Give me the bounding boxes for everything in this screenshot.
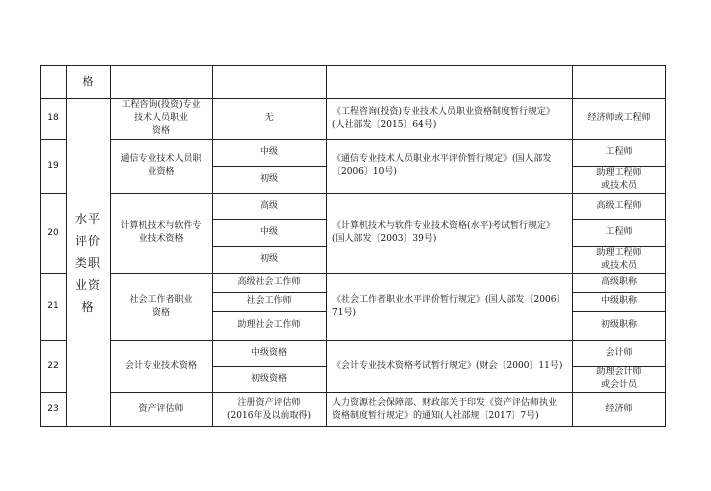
title-cell-line: 会计师 bbox=[605, 347, 633, 358]
basis-document bbox=[326, 392, 572, 427]
level-cell-line: 助理社会工作师 bbox=[237, 320, 301, 330]
qualification-name-line: 会计专业技术资格 bbox=[124, 360, 197, 371]
title-cell bbox=[572, 166, 666, 193]
qualification-name-line: 业资格 bbox=[147, 167, 175, 177]
basis-document-line: (国人部发〔2003〕39号) bbox=[332, 234, 437, 244]
level-cell bbox=[212, 366, 326, 392]
level-cell bbox=[212, 273, 326, 292]
title-cell-line: 或会计员 bbox=[600, 380, 637, 390]
title-cell bbox=[572, 311, 666, 340]
basis-document-line: 资格制度暂行规定》的通知(人社部规〔2017〕7号) bbox=[332, 410, 539, 421]
qualification-name bbox=[110, 392, 212, 427]
level-cell bbox=[212, 219, 326, 246]
qualification-name-line: 社会工作者职业 bbox=[129, 294, 193, 305]
level-cell-line: 初级 bbox=[259, 174, 278, 184]
title-cell-line: 助理工程师 bbox=[596, 247, 642, 258]
title-cell bbox=[572, 392, 666, 427]
title-cell-line: 或技术员 bbox=[600, 180, 637, 191]
basis-document-line: 《通信专业技术人员职业水平评价暂行规定》(国人部发 bbox=[332, 154, 552, 164]
category-cell-line: 格 bbox=[81, 299, 95, 314]
level-cell-line: 中级资格 bbox=[250, 347, 287, 358]
level-cell bbox=[212, 311, 326, 340]
qualification-name-line: 资格 bbox=[151, 307, 170, 318]
level-cell bbox=[212, 246, 326, 273]
qualification-name-line: 计算机技术与软件专 bbox=[120, 221, 202, 231]
level-cell bbox=[212, 392, 326, 427]
qualification-name-line: 资产评估师 bbox=[138, 404, 184, 414]
basis-document-line: 71号) bbox=[332, 307, 356, 318]
level-cell-line: 高级社会工作师 bbox=[237, 277, 301, 287]
basis-document-line: 《社会工作者职业水平评价暂行规定》(国人部发〔2006〕 bbox=[332, 294, 566, 305]
title-cell-line: 工程师 bbox=[605, 147, 633, 157]
level-cell-line: 社会工作师 bbox=[246, 296, 292, 306]
row-number-line: 21 bbox=[47, 301, 59, 311]
level-cell bbox=[212, 340, 326, 366]
title-cell bbox=[572, 366, 666, 392]
level-cell bbox=[212, 166, 326, 193]
row-number bbox=[40, 273, 66, 340]
qualification-table bbox=[40, 65, 666, 427]
row-number bbox=[40, 139, 66, 193]
qualification-name-line: 工程咨询(投资)专业 bbox=[121, 100, 201, 110]
title-cell bbox=[572, 219, 666, 246]
title-cell-line: 初级职称 bbox=[600, 320, 637, 330]
category-cell-line: 类职 bbox=[74, 255, 101, 270]
level-cell-line: (2016年及以前取得) bbox=[227, 410, 311, 421]
title-cell-line: 助理工程师 bbox=[596, 167, 642, 178]
title-cell-line: 经济师或工程师 bbox=[587, 113, 651, 123]
basis-document bbox=[326, 273, 572, 340]
title-cell-line: 高级职称 bbox=[600, 277, 637, 287]
header-category-cell-line: 格 bbox=[82, 75, 94, 88]
qualification-name-line: 业技术资格 bbox=[138, 234, 184, 244]
row-number bbox=[40, 392, 66, 427]
basis-document bbox=[326, 98, 572, 139]
category-cell-line: 业资 bbox=[74, 277, 101, 292]
row-number bbox=[40, 98, 66, 139]
title-cell bbox=[572, 246, 666, 273]
level-cell bbox=[212, 193, 326, 219]
qualification-name-line: 技术人员职业 bbox=[133, 113, 188, 123]
level-cell-line: 注册资产评估师 bbox=[237, 397, 301, 408]
basis-document bbox=[326, 340, 572, 392]
title-cell bbox=[572, 139, 666, 166]
basis-document bbox=[326, 139, 572, 193]
level-cell-line: 无 bbox=[264, 113, 274, 123]
basis-document-line: 《工程咨询(投资)专业技术人员职业资格制度暂行规定》 bbox=[332, 106, 556, 117]
title-cell-line: 助理会计师 bbox=[596, 367, 642, 377]
title-cell bbox=[572, 273, 666, 292]
row-number-line: 18 bbox=[47, 113, 59, 123]
row-number bbox=[40, 340, 66, 392]
basis-document-line: 人力资源社会保障部、财政部关于印发《资产评估师执业 bbox=[332, 397, 558, 408]
level-cell bbox=[212, 98, 326, 139]
row-number-line: 19 bbox=[47, 160, 59, 171]
level-cell-line: 初级资格 bbox=[250, 373, 287, 384]
category-cell-line: 水平 bbox=[74, 211, 101, 226]
category-cell bbox=[66, 98, 110, 427]
title-cell bbox=[572, 193, 666, 219]
row-number-line: 23 bbox=[47, 404, 59, 414]
qualification-name bbox=[110, 193, 212, 273]
level-cell-line: 中级 bbox=[259, 227, 278, 237]
qualification-name bbox=[110, 98, 212, 139]
title-cell bbox=[572, 98, 666, 139]
basis-document bbox=[326, 193, 572, 273]
basis-document-line: 《会计专业技术资格考试暂行规定》(财会〔2000〕11号) bbox=[332, 360, 563, 371]
qualification-name-line: 资格 bbox=[151, 126, 170, 136]
title-cell bbox=[572, 292, 666, 311]
qualification-name bbox=[110, 273, 212, 340]
level-cell-line: 中级 bbox=[259, 147, 278, 157]
category-cell-line: 评价 bbox=[74, 233, 101, 248]
row-number-line: 20 bbox=[47, 227, 59, 238]
level-cell-line: 高级 bbox=[259, 200, 278, 211]
title-cell-line: 中级职称 bbox=[600, 296, 637, 306]
level-cell bbox=[212, 292, 326, 311]
basis-document-line: 〔2006〕10号) bbox=[332, 167, 397, 177]
level-cell bbox=[212, 139, 326, 166]
basis-document-line: 《计算机技术与软件专业技术资格(水平)考试暂行规定》 bbox=[332, 221, 556, 231]
row-number bbox=[40, 193, 66, 273]
title-cell-line: 高级工程师 bbox=[596, 200, 642, 211]
qualification-name bbox=[110, 340, 212, 392]
level-cell-line: 初级 bbox=[259, 254, 278, 264]
qualification-name bbox=[110, 139, 212, 193]
header-category-cell bbox=[66, 65, 110, 98]
qualification-name-line: 通信专业技术人员职 bbox=[120, 154, 202, 164]
title-cell bbox=[572, 340, 666, 366]
title-cell-line: 或技术员 bbox=[600, 260, 637, 271]
row-number-line: 22 bbox=[47, 360, 59, 371]
basis-document-line: (人社部发〔2015〕64号) bbox=[332, 119, 437, 130]
title-cell-line: 经济师 bbox=[605, 404, 633, 414]
title-cell-line: 工程师 bbox=[605, 227, 633, 237]
